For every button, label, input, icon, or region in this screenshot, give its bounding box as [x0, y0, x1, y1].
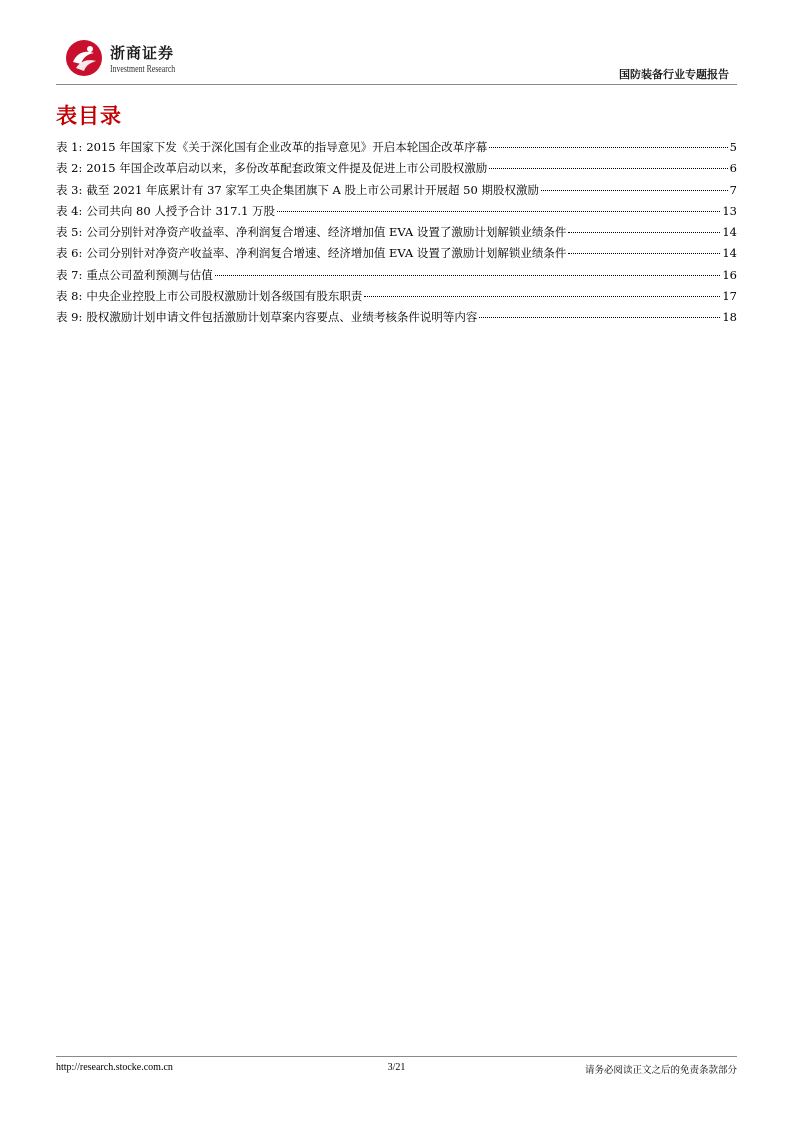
- logo-chinese-name: 浙商证券: [110, 44, 175, 62]
- toc-leader: [541, 190, 728, 191]
- toc-item-label: 表 6:: [56, 246, 83, 261]
- toc-item-text: 2015 年国家下发《关于深化国有企业改革的指导意见》开启本轮国企改革序幕: [86, 140, 488, 154]
- toc-leader: [489, 168, 727, 169]
- toc-leader: [479, 317, 720, 318]
- toc-item[interactable]: [56, 203, 737, 224]
- toc-item-label: 表 1:: [56, 140, 83, 154]
- toc-item-text: 公司分别针对净资产收益率、净利润复合增速、经济增加值 EVA 设置了激励计划解锁业绩条件: [86, 225, 567, 240]
- header-divider: [56, 84, 737, 85]
- logo-english-name: Investment Research: [110, 64, 176, 75]
- toc-item-text: 公司共向 80 人授予合计 317.1 万股: [86, 203, 276, 218]
- toc-item-label: 表 7:: [56, 267, 83, 282]
- toc-leader: [215, 275, 721, 276]
- toc-item-text: 股权激励计划申请文件包括激励计划草案内容要点、业绩考核条件说明等内容: [86, 310, 478, 325]
- toc-item-page: 13: [722, 203, 737, 218]
- footer-disclaimer: 请务必阅读正文之后的免责条款部分: [584, 1065, 737, 1076]
- toc-item-page: 6: [729, 161, 737, 176]
- report-type-label: 国防装备行业专题报告: [619, 68, 729, 81]
- toc-item-text: 截至 2021 年底累计有 37 家军工央企集团旗下 A 股上市公司累计开展超 50 期股权激励: [86, 182, 539, 197]
- toc-leader: [277, 211, 720, 212]
- footer-page-number: 3/21: [387, 1062, 406, 1073]
- toc-item[interactable]: [56, 267, 737, 288]
- toc-item-label: 表 3:: [56, 182, 83, 197]
- toc-item[interactable]: [56, 245, 737, 266]
- toc-leader: [568, 232, 720, 233]
- toc-item-label: 表 4:: [56, 203, 83, 218]
- toc-item[interactable]: [56, 139, 737, 160]
- toc-item-page: 5: [729, 140, 737, 154]
- toc-title: 表目录: [56, 104, 122, 128]
- toc-item-text: 公司分别针对净资产收益率、净利润复合增速、经济增加值 EVA 设置了激励计划解锁业绩条件: [86, 246, 567, 261]
- stocke-logo-icon: [64, 38, 104, 78]
- toc-item[interactable]: [56, 288, 737, 309]
- toc-item-label: 表 2:: [56, 161, 83, 176]
- toc-item-text: 2015 年国企改革启动以来，多份改革配套政策文件提及促进上市公司股权激励: [86, 161, 488, 176]
- toc-item-page: 16: [722, 267, 737, 282]
- toc-item-page: 14: [722, 225, 737, 240]
- toc-item-label: 表 9:: [56, 310, 83, 325]
- toc-leader: [489, 147, 727, 148]
- toc-item[interactable]: [56, 309, 737, 330]
- toc-item-label: 表 8:: [56, 289, 83, 304]
- toc-item-page: 17: [722, 289, 737, 304]
- table-of-tables: [56, 139, 737, 331]
- toc-item[interactable]: [56, 182, 737, 203]
- toc-item-page: 14: [722, 246, 737, 261]
- toc-item-label: 表 5:: [56, 225, 83, 240]
- toc-leader: [364, 296, 720, 297]
- toc-item-text: 中央企业控股上市公司股权激励计划各级国有股东职责: [86, 289, 363, 304]
- toc-item[interactable]: [56, 160, 737, 181]
- footer-url[interactable]: http://research.stocke.com.cn: [56, 1062, 173, 1073]
- toc-item-text: 重点公司盈利预测与估值: [86, 267, 213, 282]
- footer-divider: [56, 1056, 737, 1057]
- toc-item-page: 7: [729, 182, 737, 197]
- toc-leader: [568, 253, 720, 254]
- page-header: [56, 32, 737, 84]
- toc-item[interactable]: [56, 224, 737, 245]
- toc-item-page: 18: [722, 310, 737, 325]
